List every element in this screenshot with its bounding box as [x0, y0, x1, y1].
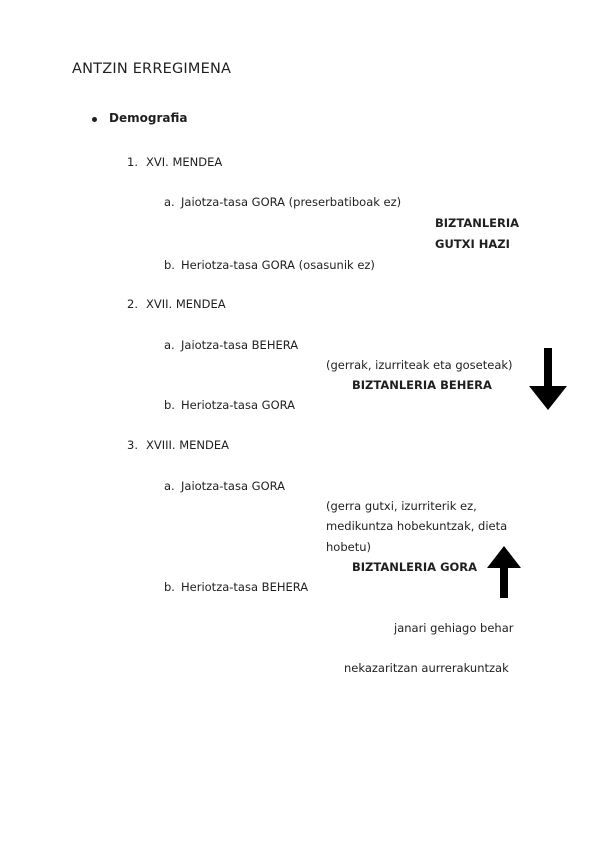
subitem-marker: b.: [164, 258, 175, 272]
death-rate-text: Heriotza-tasa BEHERA: [181, 580, 309, 594]
item-number: 1.: [127, 155, 138, 169]
bullet-icon: [92, 117, 97, 122]
cause-note: (gerrak, izurriteak eta goseteak): [326, 358, 513, 372]
item-label: XVII. MENDEA: [146, 297, 226, 311]
subitem-marker: a.: [164, 195, 175, 209]
cause-note: hobetu): [326, 540, 371, 554]
cause-note: medikuntza hobekuntzak, dieta: [326, 519, 508, 533]
subitem-marker: a.: [164, 479, 175, 493]
item-number: 3.: [127, 438, 138, 452]
section-heading: Demografia: [109, 111, 188, 125]
result-line: GUTXI HAZI: [435, 237, 510, 251]
subitem-marker: b.: [164, 580, 175, 594]
subitem-marker: a.: [164, 338, 175, 352]
death-rate-text: Heriotza-tasa GORA: [181, 398, 296, 412]
arrow-up-icon: [487, 546, 521, 598]
death-rate-text: Heriotza-tasa GORA (osasunik ez): [181, 258, 375, 272]
cause-note: (gerra gutxi, izurriterik ez,: [326, 499, 477, 513]
page-title: ANTZIN ERREGIMENA: [72, 61, 232, 77]
item-label: XVI. MENDEA: [146, 155, 223, 169]
result-line: BIZTANLERIA BEHERA: [352, 378, 492, 392]
footer-note: janari gehiago behar: [394, 621, 514, 635]
arrow-down-icon: [529, 348, 567, 410]
birth-rate-text: Jaiotza-tasa GORA (preserbatiboak ez): [181, 195, 402, 209]
item-label: XVIII. MENDEA: [146, 438, 230, 452]
result-line: BIZTANLERIA: [435, 216, 520, 230]
item-number: 2.: [127, 297, 138, 311]
footer-note: nekazaritzan aurrerakuntzak: [344, 661, 509, 675]
birth-rate-text: Jaiotza-tasa GORA: [181, 479, 286, 493]
result-line: BIZTANLERIA GORA: [352, 560, 478, 574]
subitem-marker: b.: [164, 398, 175, 412]
birth-rate-text: Jaiotza-tasa BEHERA: [181, 338, 299, 352]
